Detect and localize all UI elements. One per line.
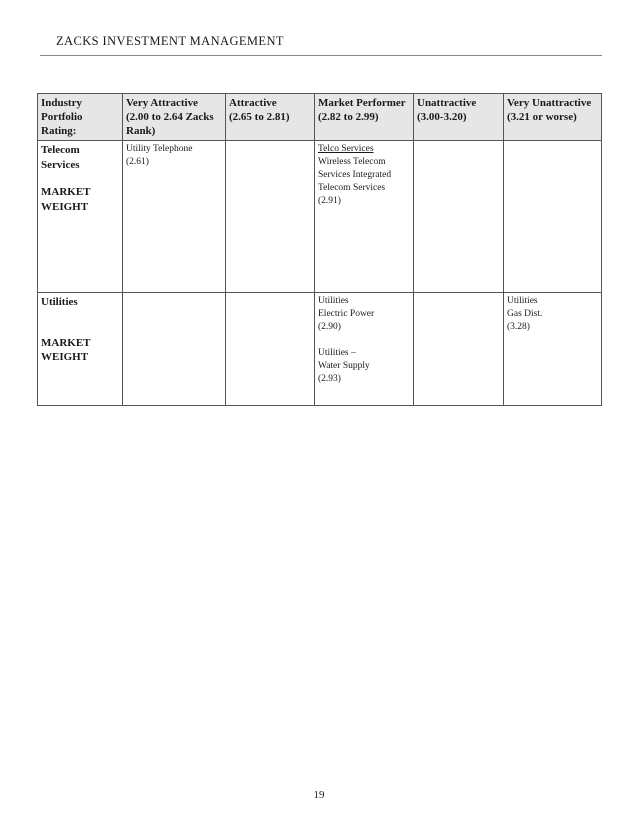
cell-telecom-unattractive [414,141,504,293]
weight-label: WEIGHT [41,200,89,213]
col-header-line: (2.65 to 2.81) [229,111,290,123]
industry-score: (2.90) [318,322,341,332]
industry-score: (3.28) [507,322,530,332]
cell-utilities-very-attractive [123,293,226,406]
col-header-very-attractive [123,94,226,141]
sector-cell-utilities [38,293,123,406]
industry-name: Utilities [318,296,349,306]
cell-utilities-attractive [226,293,315,406]
col-header-line: Unattractive [417,97,477,109]
col-header-attractive [226,94,315,141]
weight-label: MARKET [41,186,91,198]
industry-name: Utilities [507,296,538,306]
page-number: 19 [313,789,325,801]
cell-utilities-unattractive [414,293,504,406]
sector-name: Telecom [41,144,80,156]
industry-group-heading: Telco Services [318,144,374,154]
table-header-row [38,94,602,141]
header-divider [40,55,602,56]
col-header-industry-rating [38,94,123,141]
cell-telecom-attractive [226,141,315,293]
cell-telecom-market-performer [315,141,414,293]
col-header-line: (3.00-3.20) [417,111,467,123]
industry-name: Wireless Telecom [318,157,386,167]
col-header-line: Rank) [126,125,156,137]
col-header-line: (2.00 to 2.64 Zacks [126,111,214,123]
weight-label: MARKET [41,336,91,349]
industry-score: (2.91) [318,196,341,206]
col-header-line: Very Unattractive [507,97,592,109]
col-header-unattractive [414,94,504,141]
sector-name: Utilities [41,296,78,308]
industry-name: Utilities – [318,348,356,358]
cell-telecom-very-attractive [123,141,226,293]
table-row-telecom [38,141,602,293]
sector-name: Services [41,158,80,171]
sector-cell-telecom [38,141,123,293]
weight-label: WEIGHT [41,351,89,363]
industry-rating-table [37,93,602,406]
industry-score: (2.93) [318,374,341,384]
col-header-line: (3.21 or worse) [507,111,577,123]
cell-utilities-very-unattractive [504,293,602,406]
industry-name: Electric Power [318,309,375,319]
industry-name: Telecom Services [318,183,386,193]
col-header-line: Rating: [41,125,77,137]
industry-name: Services Integrated [318,170,392,180]
col-header-very-unattractive [504,94,602,141]
col-header-line: (2.82 to 2.99) [318,111,379,123]
col-header-line: Industry [41,97,82,109]
col-header-market-performer [315,94,414,141]
cell-utilities-market-performer [315,293,414,406]
page-header-title: ZACKS INVESTMENT MANAGEMENT [56,34,284,48]
table-row-utilities [38,293,602,406]
col-header-line: Attractive [229,97,277,109]
industry-name: Gas Dist. [507,309,543,319]
col-header-line: Portfolio [41,111,83,123]
col-header-line: Very Attractive [126,97,198,109]
industry-name: Utility Telephone [126,144,193,154]
col-header-line: Market Performer [318,97,406,109]
industry-score: (2.61) [126,157,149,167]
industry-name: Water Supply [318,361,370,371]
cell-telecom-very-unattractive [504,141,602,293]
